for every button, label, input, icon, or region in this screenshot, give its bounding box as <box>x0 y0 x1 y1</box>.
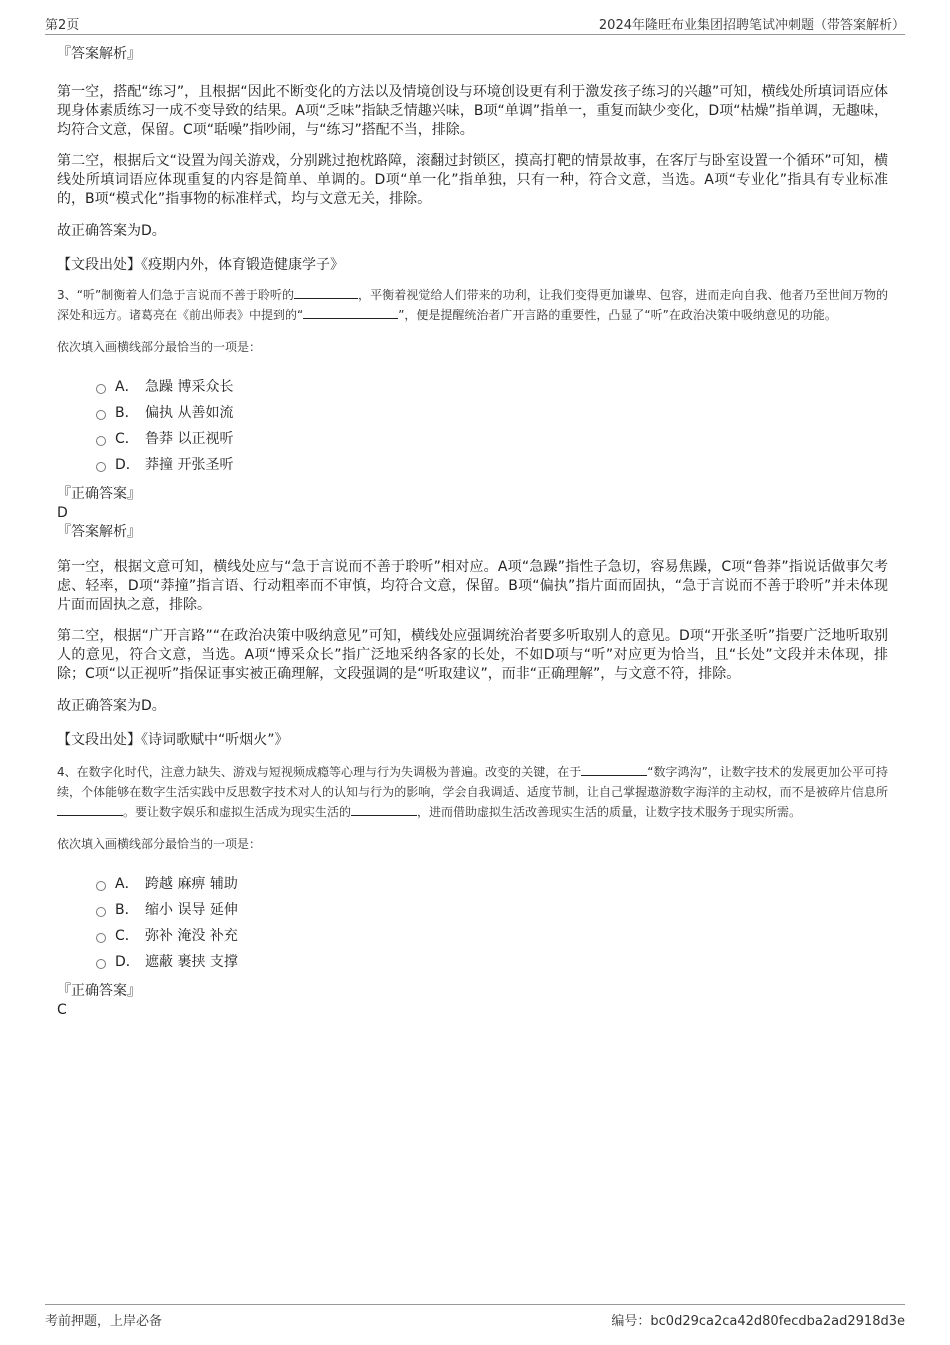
option-b[interactable]: B． 偏执 从善如流 <box>96 400 888 426</box>
q3-analysis-paragraph-1: 第一空，根据文意可知，横线处应与“急于言说而不善于聆听”相对应。A项“急躁”指性子急切，容易焦躁，C项“鲁莽”指说话做事欠考虑、轻率，D项“莽撞”指言语、行动粗率而不审慎，均符合文意，保留。B项“偏执”指片面而固执，“急于言说而不善于聆听”并未体现片面而固执之意，排除。 <box>57 559 888 613</box>
document-title: 2024年隆旺布业集团招聘笔试冲刺题（带答案解析） <box>598 18 905 33</box>
source-label: 【文段出处】 <box>57 257 141 273</box>
fill-blank <box>303 306 398 319</box>
correct-answer-label: 『正确答案』 <box>57 983 141 999</box>
q2-analysis-paragraph-2: 第二空，根据后文“设置为闯关游戏，分别跳过抱枕路障，滚翻过封锁区，摸高打靶的情景故事，在客厅与卧室设置一个循环”可知，横线处所填词语应体现重复的内容是简单、单调的。D项“单一化”指单独，只有一种，符合文意，当选。A项“专业化”指具有专业标准的，B项“模式化”指事物的标准样式，均与文意无关，排除。 <box>57 153 888 207</box>
q3-prompt: 依次填入画横线部分最恰当的一项是： <box>57 340 262 354</box>
option-d[interactable]: D． 莽撞 开张圣听 <box>96 452 888 478</box>
fill-blank <box>351 803 417 816</box>
radio-icon[interactable] <box>96 881 106 891</box>
q3-conclusion: 故正确答案为D。 <box>57 698 166 714</box>
page-number: 第2页 <box>45 18 80 33</box>
q3-source <box>57 731 888 750</box>
q4-stem: 4、在数字化时代，注意力缺失、游戏与短视频成瘾等心理与行为失调极为普遍。改变的关键，在于 “数字鸿沟”，让数字技术的发展更加公平可持续，个体能够在数字生活实践中反思数字技术对人的认知与行为的影响，学会自我调适、适度节制，让自己掌握遨游数字海洋的主动权，而不是被碎片信息所。要让数字娱乐和虚拟生活成为现实生活的 ，进而借助虚拟生活改善现实生活的质量，让数字技术服务于现实所需。 <box>57 765 889 819</box>
option-a[interactable]: A． 急躁 博采众长 <box>96 374 888 400</box>
q2-conclusion: 故正确答案为D。 <box>57 223 166 239</box>
radio-icon[interactable] <box>96 907 106 917</box>
q3-analysis-paragraph-2: 第二空，根据“广开言路”“在政治决策中吸纳意见”可知，横线处应强调统治者要多听取别人的意见。D项“开张圣听”指要广泛地听取别人的意见，符合文意，当选。A项“博采众长”指广泛地采纳各家的长处，不如D项与“听”对应更为恰当，且“长处”文段并未体现，排除；C项“以正视听”指保证事实被正确理解，文段强调的是“听取建议”，而非“正确理解”，与文意不符，排除。 <box>57 628 888 682</box>
radio-icon[interactable] <box>96 959 106 969</box>
source-text: 《疫期内外，体育锻造健康学子》 <box>141 257 344 273</box>
option-d[interactable]: D． 遮蔽 裹挟 支撑 <box>96 949 888 975</box>
radio-icon[interactable] <box>96 384 106 394</box>
footer-slogan: 考前押题，上岸必备 <box>45 1314 163 1329</box>
q3-answer: D <box>57 505 68 521</box>
radio-icon[interactable] <box>96 933 106 943</box>
q2-analysis-paragraph-1: 第一空，搭配“练习”，且根据“因此不断变化的方法以及情境创设与环境创设更有利于激发孩子练习的兴趣”可知，横线处所填词语应体现身体素质练习一成不变导致的结果。A项“乏味”指缺乏情趣兴味，B项“单调”指单一，重复而缺少变化，D项“枯燥”指单调，无趣味，均符合文意，保留。C项“聒噪”指吵闹，与“练习”搭配不当，排除。 <box>57 84 888 138</box>
q4-answer: C <box>57 1002 67 1018</box>
fill-blank <box>581 763 647 776</box>
q4-prompt: 依次填入画横线部分最恰当的一项是： <box>57 837 262 851</box>
fill-blank <box>57 803 123 816</box>
page-header <box>45 14 905 35</box>
option-b[interactable]: B． 缩小 误导 延伸 <box>96 897 888 923</box>
document-content <box>57 44 888 1019</box>
source-label: 【文段出处】 <box>57 732 141 748</box>
option-c[interactable]: C． 弥补 淹没 补充 <box>96 923 888 949</box>
fill-blank <box>294 286 358 299</box>
analysis-label: 『答案解析』 <box>57 524 141 540</box>
radio-icon[interactable] <box>96 462 106 472</box>
option-c[interactable]: C． 鲁莽 以正视听 <box>96 426 888 452</box>
analysis-label: 『答案解析』 <box>57 46 141 62</box>
correct-answer-label: 『正确答案』 <box>57 486 141 502</box>
source-text: 《诗词歌赋中“听烟火”》 <box>141 732 289 748</box>
option-a[interactable]: A． 跨越 麻痹 辅助 <box>96 871 888 897</box>
q3-stem: 3、“听”制衡着人们急于言说而不善于聆听的 ，平衡着视觉给人们带来的功利，让我们变得更加谦卑、包容，进而走向自我、他者乃至世间万物的深处和远方。诸葛亮在《前出师表》中提到的“ ”，便是提醒统治者广开言路的重要性，凸显了“听”在政治决策中吸纳意见的功能。 <box>57 288 888 322</box>
radio-icon[interactable] <box>96 410 106 420</box>
q2-source <box>57 256 888 275</box>
q4-options <box>57 871 888 975</box>
document-id: 编号：bc0d29ca2ca42d80fecdba2ad2918d3e <box>611 1314 905 1329</box>
q3-options <box>57 374 888 478</box>
radio-icon[interactable] <box>96 436 106 446</box>
page-footer <box>45 1304 905 1327</box>
